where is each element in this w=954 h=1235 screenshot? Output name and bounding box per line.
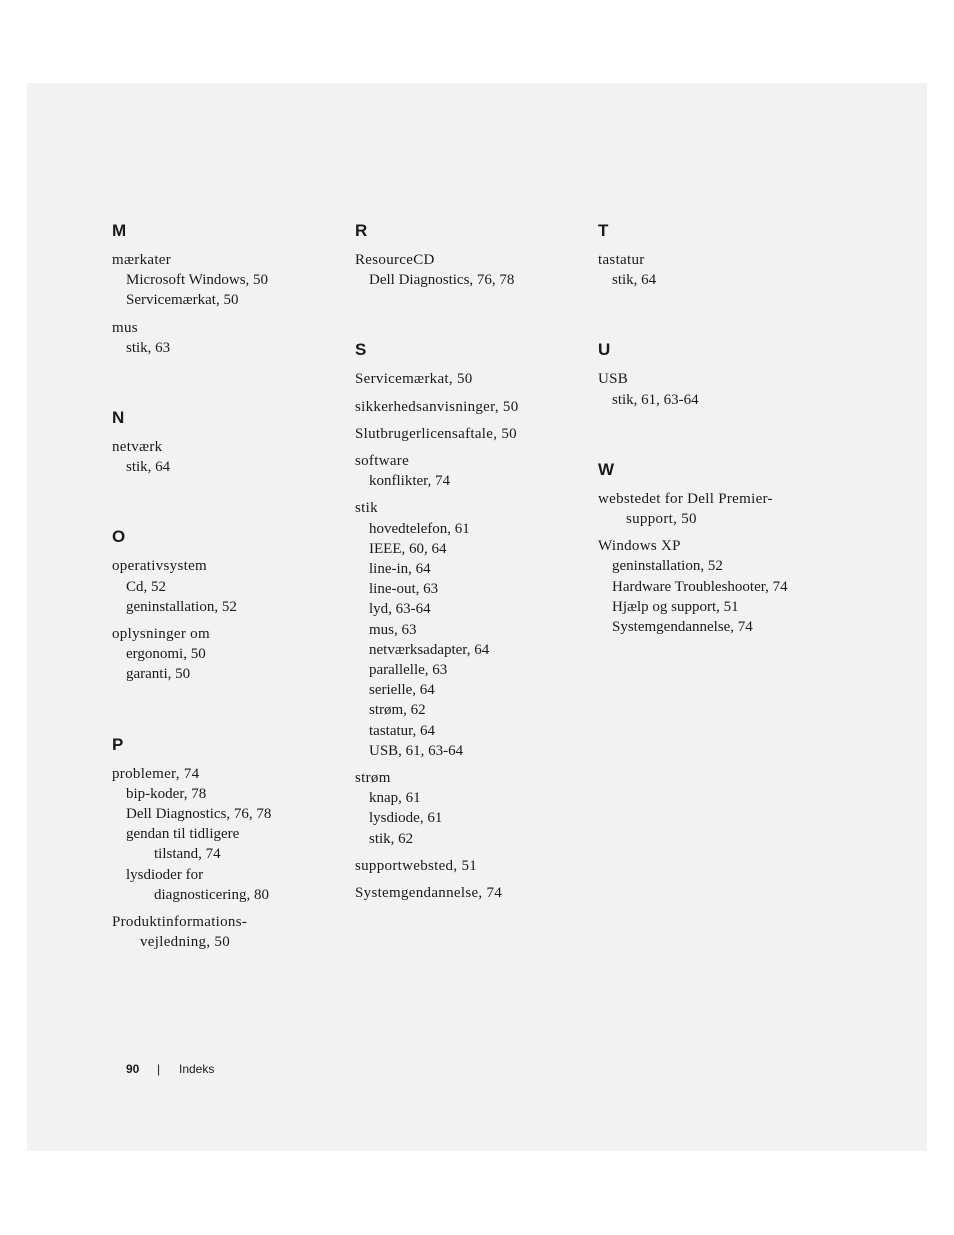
index-subterm: Servicemærkat, 50 [126, 292, 239, 309]
index-continuation: diagnosticering, 80 [154, 886, 269, 903]
index-term: strøm [355, 770, 391, 787]
index-term: mærkater [112, 252, 172, 268]
index-subterm: stik, 62 [369, 830, 414, 847]
index-term: oplysninger om [112, 626, 210, 643]
index-continuation: vejledning, 50 [140, 934, 231, 951]
index-section-o [112, 527, 342, 684]
index-term: Systemgendannelse, 74 [355, 885, 503, 902]
index-term: software [355, 453, 410, 470]
index-term: USB [598, 371, 629, 388]
index-subterm: stik, 64 [612, 272, 657, 289]
index-term: operativsystem [112, 558, 208, 575]
section-letter: N [112, 408, 125, 428]
index-subterm: IEEE, 60, 64 [369, 540, 447, 557]
index-subterm: Hjælp og support, 51 [612, 598, 739, 615]
index-entry [112, 764, 342, 905]
index-subterm: konflikter, 74 [369, 473, 451, 490]
page [27, 83, 927, 1151]
index-section-m [112, 221, 342, 358]
index-entry [355, 397, 585, 417]
index-column-1 [112, 221, 342, 1002]
index-subterm: USB, 61, 63-64 [369, 742, 464, 759]
index-entry [355, 856, 585, 876]
index-subterm: Cd, 52 [126, 578, 167, 595]
index-section-p [112, 735, 342, 953]
index-subterm: stik, 63 [126, 339, 171, 356]
index-subterm: strøm, 62 [369, 702, 426, 719]
index-subterm: serielle, 64 [369, 682, 435, 699]
index-column-3 [598, 221, 828, 687]
index-subterm: stik, 61, 63-64 [612, 391, 699, 408]
index-section-u [598, 340, 828, 409]
index-subterm: lysdiode, 61 [369, 810, 443, 827]
index-subterm: lysdioder for [126, 866, 204, 883]
index-subterm: Systemgendannelse, 74 [612, 619, 753, 636]
index-term: supportwebsted, 51 [355, 857, 478, 874]
index-subterm: line-out, 63 [369, 581, 439, 598]
index-subterm: garanti, 50 [126, 666, 191, 683]
index-continuation: support, 50 [626, 511, 697, 528]
index-subterm: Dell Diagnostics, 76, 78 [369, 272, 515, 289]
index-entry [112, 624, 342, 685]
index-column-2 [355, 221, 585, 953]
index-term: Produktinformations- [112, 914, 248, 931]
index-entry [355, 369, 585, 389]
index-subterm: stik, 64 [126, 459, 171, 476]
index-term: Slutbrugerlicensaftale, 50 [355, 425, 517, 442]
index-entry [112, 912, 342, 952]
section-letter: O [112, 527, 126, 547]
index-subterm: geninstallation, 52 [612, 558, 723, 575]
index-entry [355, 250, 585, 290]
section-letter: P [112, 734, 124, 754]
index-entry [355, 768, 585, 849]
index-subterm: mus, 63 [369, 621, 417, 638]
index-subterm: gendan til tidligere [126, 826, 240, 843]
index-entry [598, 536, 828, 637]
section-letter: S [355, 340, 367, 360]
index-entry [112, 437, 342, 477]
section-letter: U [598, 340, 611, 360]
index-entry [355, 424, 585, 444]
footer-title: Indeks [179, 1062, 215, 1076]
index-subterm: Dell Diagnostics, 76, 78 [126, 806, 272, 823]
index-subterm: knap, 61 [369, 790, 421, 807]
index-section-t [598, 221, 828, 290]
index-subterm: Microsoft Windows, 50 [126, 272, 269, 289]
footer-separator: | [157, 1062, 161, 1076]
index-subterm: bip-koder, 78 [126, 785, 207, 802]
index-section-r [355, 221, 585, 290]
index-term: ResourceCD [355, 252, 435, 268]
section-letter: W [598, 459, 615, 479]
index-subterm: line-in, 64 [369, 561, 431, 578]
index-entry [112, 318, 342, 358]
index-term: problemer, 74 [112, 765, 200, 782]
index-term: stik [355, 500, 378, 517]
index-subterm: lyd, 63-64 [369, 601, 431, 618]
index-term: tastatur [598, 252, 645, 268]
index-term: Servicemærkat, 50 [355, 371, 473, 388]
index-entry [112, 556, 342, 617]
index-subterm: netværksadapter, 64 [369, 641, 490, 658]
page-number: 90 [126, 1062, 140, 1076]
index-term: sikkerhedsanvisninger, 50 [355, 398, 519, 415]
index-section-w [598, 460, 828, 637]
index-section-n [112, 408, 342, 477]
index-entry [355, 451, 585, 491]
index-entry [598, 369, 828, 409]
index-subterm: parallelle, 63 [369, 662, 448, 679]
index-section-s [355, 340, 585, 903]
index-term: webstedet for Dell Premier- [598, 490, 773, 507]
index-subterm: geninstallation, 52 [126, 598, 237, 615]
index-subterm: ergonomi, 50 [126, 646, 206, 663]
index-entry [598, 250, 828, 290]
index-term: Windows XP [598, 538, 681, 555]
index-entry [355, 883, 585, 903]
index-subterm: tastatur, 64 [369, 722, 436, 739]
index-subterm: Hardware Troubleshooter, 74 [612, 578, 788, 595]
index-term: netværk [112, 439, 163, 456]
index-term: mus [112, 319, 138, 336]
index-entry [355, 498, 585, 761]
section-letter: M [112, 221, 127, 240]
index-entry [112, 250, 342, 311]
section-letter: R [355, 221, 368, 240]
index-entry [598, 489, 828, 529]
index-subterm: hovedtelefon, 61 [369, 520, 470, 537]
index-continuation: tilstand, 74 [154, 846, 221, 863]
section-letter: T [598, 221, 609, 240]
